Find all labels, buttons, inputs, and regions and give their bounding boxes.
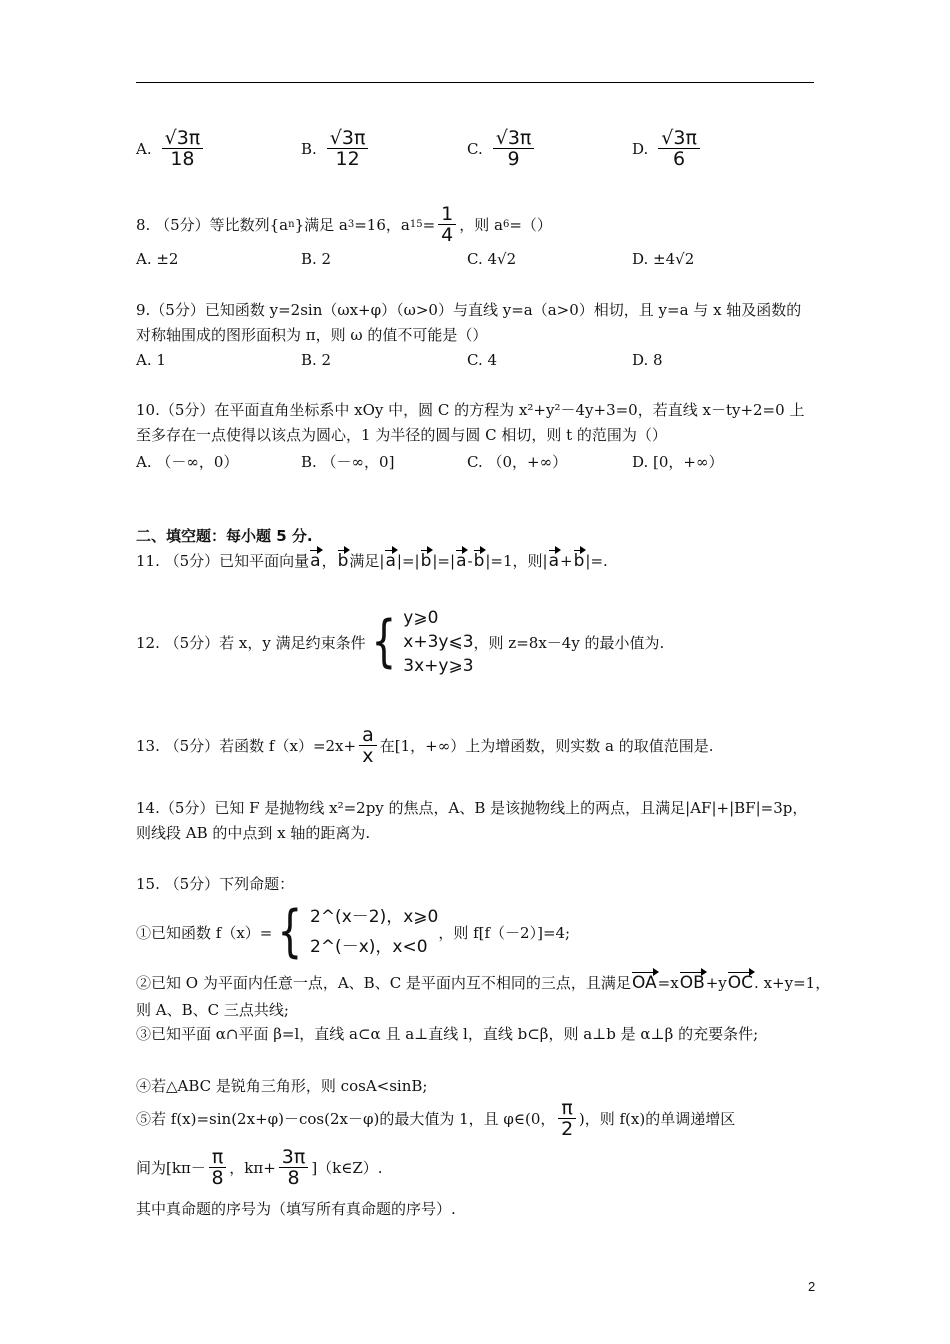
constraint-system	[366, 606, 474, 678]
constraint: 3x+y⩾3	[403, 656, 474, 676]
text: ，则 f[f（－2）]=4;	[438, 923, 571, 942]
denominator: 9	[507, 148, 520, 170]
denominator: 2	[561, 1118, 574, 1140]
fraction	[209, 1147, 226, 1188]
subscript: n	[288, 219, 295, 230]
text: |=|	[396, 551, 420, 570]
piecewise-lines	[310, 902, 438, 962]
numerator: 1	[438, 204, 456, 225]
numerator: π	[558, 1098, 575, 1119]
text: =16，a	[354, 216, 410, 234]
text: 8. （5分）等比数列{a	[136, 216, 289, 234]
denominator: 8	[211, 1167, 224, 1189]
q9-options	[136, 351, 816, 391]
text: )，则 f(x)的单调递增区	[578, 1110, 736, 1128]
q10-options	[136, 451, 816, 491]
q7-a-fraction	[162, 128, 204, 169]
q10-option-a: A. （－∞，0）	[136, 453, 239, 471]
piece: 2^(－x)，x<0	[310, 937, 428, 957]
q7-option-b	[301, 128, 371, 169]
denominator: x	[362, 745, 374, 767]
vector-b: b	[337, 550, 349, 571]
constraint: y⩾0	[403, 608, 439, 628]
q15-prop-3: ③已知平面 α∩平面 β=l，直线 a⊂α 且 a⊥直线 l，直线 b⊂β，则 a⊥b 是 α⊥β 的充要条件;	[136, 1025, 759, 1043]
piece: 2^(x－2)，x⩾0	[310, 907, 439, 927]
denominator: 8	[287, 1167, 300, 1189]
text: |=1，则|	[485, 552, 548, 570]
denominator: 4	[441, 224, 454, 246]
numerator: π	[209, 1147, 226, 1168]
constraint: x+3y⩽3	[403, 632, 474, 652]
q8-option-d: D. ±4√2	[632, 250, 695, 268]
text: ，	[321, 552, 337, 570]
text: 满足|	[349, 552, 385, 570]
q15-tail: 其中真命题的序号为（填写所有真命题的序号）.	[136, 1200, 456, 1218]
q9-option-a: A. 1	[136, 351, 166, 369]
vector-b: b	[420, 550, 432, 571]
vector-a: a	[385, 550, 396, 571]
left-brace-icon: {	[277, 899, 303, 964]
q9-option-b: B. 2	[301, 351, 332, 369]
q15-prop-1	[136, 899, 816, 964]
text: |=.	[585, 551, 608, 570]
text: 11. （5分）已知平面向量	[136, 552, 310, 570]
numerator: a	[359, 725, 377, 746]
vector-oa: OA	[631, 972, 657, 993]
text: +y	[705, 973, 727, 992]
text: -	[467, 551, 473, 570]
q15-prop-5-cont	[136, 1147, 816, 1188]
numerator: √3π	[327, 128, 369, 149]
text: ，则 z=8x－4y 的最小值为.	[473, 633, 665, 652]
text: 13. （5分）若函数 f（x）=2x+	[136, 737, 357, 755]
q13-stem	[136, 725, 816, 766]
q9-option-c: C. 4	[467, 351, 498, 369]
q9-stem: 9.（5分）已知函数 y=2sin（ωx+φ）（ω>0）与直线 y=a（a>0）相切，且 y=a 与 x 轴及函数的对称轴围成的图形面积为 π，则 ω 的值不可能是（）	[136, 301, 802, 344]
q7-d-fraction	[658, 128, 700, 169]
q8-stem	[136, 204, 816, 245]
text: ⑤若 f(x)=sin(2x+φ)－cos(2x－φ)的最大值为 1，且 φ∈(0，	[136, 1110, 556, 1128]
q10-option-c: C. （0，+∞）	[467, 453, 568, 471]
subscript: 6	[502, 219, 510, 230]
text: 12. （5分）若 x，y 满足约束条件	[136, 633, 366, 652]
q10-stem: 10.（5分）在平面直角坐标系中 xOy 中，圆 C 的方程为 x²+y²－4y+3=0，若直线 x－ty+2=0 上至多存在一点使得以该点为圆心，1 为半径的圆与圆 C 相切，则 t 的范围为（）	[136, 401, 805, 444]
denominator: 6	[673, 148, 686, 170]
q10-option-d: D. [0，+∞）	[632, 453, 724, 471]
piecewise-function	[272, 899, 439, 964]
q11-stem	[136, 550, 816, 571]
constraint-lines	[403, 606, 473, 678]
q15-prop-2	[136, 972, 831, 993]
text: 在[1，+∞）上为增函数，则实数 a 的取值范围是.	[379, 737, 714, 755]
header-rule	[136, 82, 814, 83]
vector-oc: OC	[727, 972, 754, 993]
q8-options	[136, 250, 816, 290]
q15-prop-4: ④若△ABC 是锐角三角形，则 cosA<sinB;	[136, 1077, 428, 1095]
q15-prop-5	[136, 1098, 816, 1139]
numerator: √3π	[658, 128, 700, 149]
q7-option-a	[136, 128, 206, 169]
q9-option-d: D. 8	[632, 351, 663, 369]
q15-heading: 15. （5分）下列命题：	[136, 875, 295, 893]
vector-b: b	[573, 550, 585, 571]
text: =x	[657, 973, 679, 992]
vector-a: a	[310, 550, 321, 571]
q8-option-c: C. 4√2	[467, 250, 517, 268]
q10-option-b: B. （－∞，0]	[301, 453, 395, 471]
q13-fraction	[359, 725, 377, 766]
text: ]（k∈Z）.	[311, 1159, 383, 1177]
text: +	[560, 551, 573, 570]
denominator: 12	[335, 148, 360, 170]
numerator: √3π	[493, 128, 535, 149]
option-letter: B.	[301, 139, 317, 158]
text: . x+y=1，	[754, 974, 831, 992]
q7-options	[136, 128, 816, 168]
q14-stem: 14.（5分）已知 F 是抛物线 x²=2py 的焦点，A、B 是该抛物线上的两点，且满足|AF|+|BF|=3p，则线段 AB 的中点到 x 轴的距离为.	[136, 799, 808, 842]
text: ，则 a	[459, 216, 503, 234]
option-letter: A.	[136, 139, 152, 158]
denominator: 18	[170, 148, 195, 170]
subscript: 3	[347, 219, 355, 230]
fraction	[279, 1147, 309, 1188]
page-number: 2	[808, 1279, 816, 1294]
left-brace-icon: {	[370, 609, 396, 674]
text: ②已知 O 为平面内任意一点，A、B、C 是平面内互不相同的三点，且满足	[136, 974, 631, 992]
text: =（）	[509, 216, 552, 234]
text: 间为[kπ－	[136, 1159, 206, 1177]
section-heading: 二、填空题：每小题 5 分.	[136, 527, 313, 545]
text: |=|	[432, 551, 456, 570]
text: }满足 a	[294, 216, 348, 234]
q7-c-fraction	[493, 128, 535, 169]
fraction	[558, 1098, 575, 1139]
vector-b: b	[473, 550, 485, 571]
numerator: 3π	[279, 1147, 309, 1168]
vector-a: a	[548, 550, 560, 571]
q7-option-d	[632, 128, 703, 169]
q8-fraction	[438, 204, 456, 245]
text: ①已知函数 f（x）=	[136, 923, 273, 942]
option-letter: C.	[467, 139, 483, 158]
q7-b-fraction	[327, 128, 369, 169]
vector-a: a	[456, 550, 467, 571]
option-letter: D.	[632, 139, 649, 158]
q8-option-a: A. ±2	[136, 250, 179, 268]
numerator: √3π	[162, 128, 204, 149]
q8-option-b: B. 2	[301, 250, 332, 268]
subscript: 15	[409, 219, 423, 230]
q12-stem	[136, 606, 816, 678]
text: =	[422, 215, 436, 234]
vector-ob: OB	[679, 972, 705, 993]
q15-prop-2-cont: 则 A、B、C 三点共线;	[136, 1001, 289, 1019]
text: ，kπ+	[229, 1159, 276, 1177]
q7-option-c	[467, 128, 537, 169]
